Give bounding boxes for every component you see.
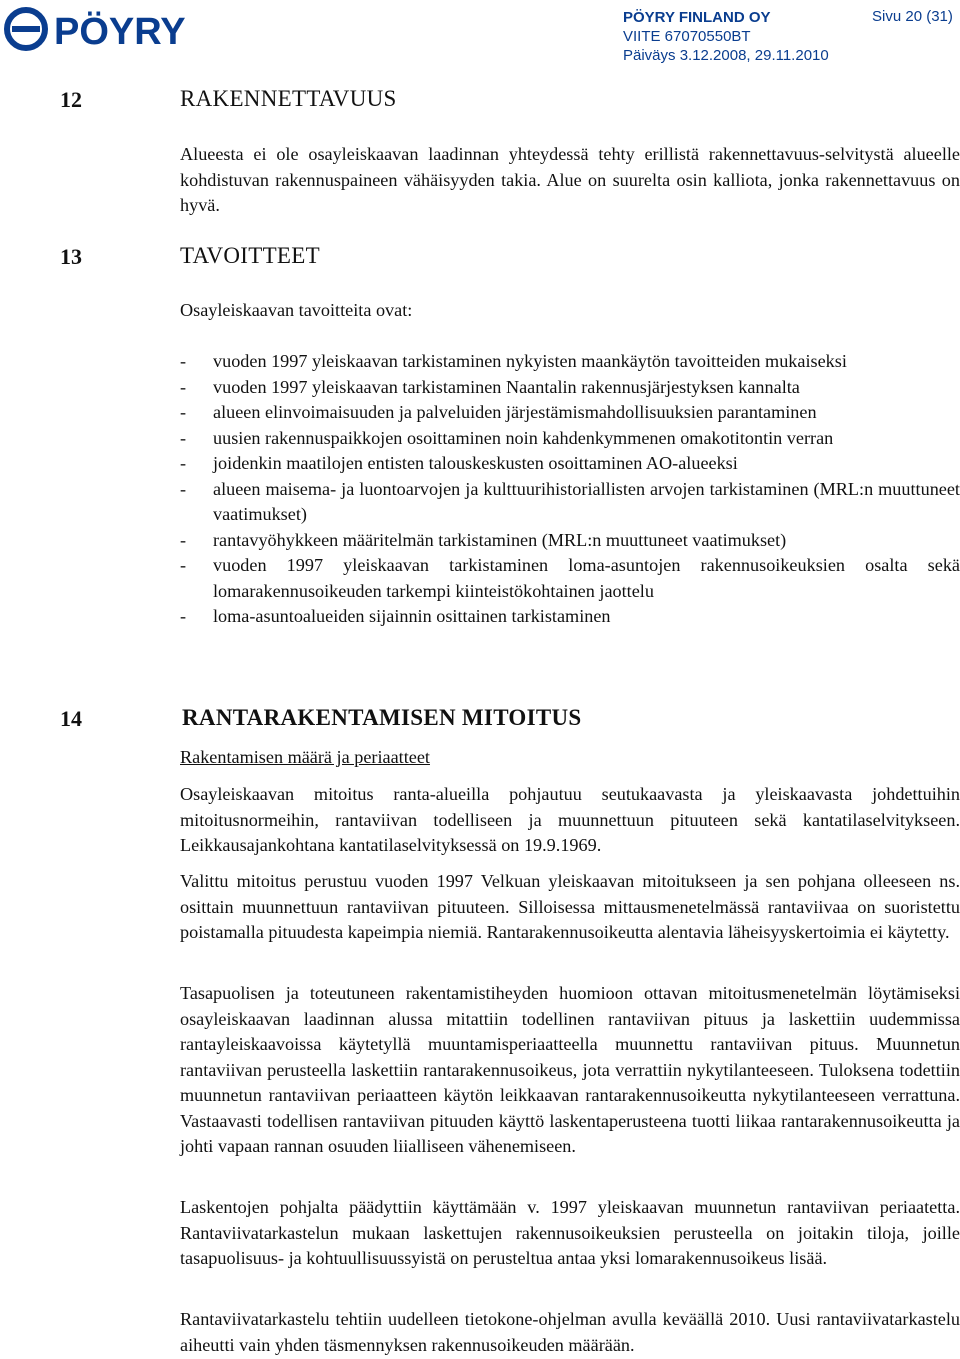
section-12-number: 12 xyxy=(60,87,82,112)
list-item: - vuoden 1997 yleiskaavan tarkistaminen nykyisten maankäytön tavoitteiden mukaiseksi xyxy=(180,351,847,371)
section-12-paragraph: Alueesta ei ole osayleiskaavan laadinnan yhteydessä tehty erillistä rakennettavuus-selvitystä alueelle kohdistuvan rakennuspaineen vähäisyyden takia. Alue on suurelta osin kalliota, jonka rakennettavuus on hyvä. xyxy=(180,144,960,215)
list-item: - alueen maisema- ja luontoarvojen ja kulttuurihistoriallisten arvojen tarkistaminen (MRL:n muuttuneet vaatimukset) xyxy=(180,478,960,524)
list-item: - rantavyöhykkeen määritelmän tarkistaminen (MRL:n muuttuneet vaatimukset) xyxy=(180,529,787,550)
list-item: - vuoden 1997 yleiskaavan tarkistaminen Naantalin rakennusjärjestyksen kannalta xyxy=(180,376,800,397)
list-item: - loma-asuntoalueiden sijainnin osittainen tarkistaminen xyxy=(180,606,611,626)
company-name: PÖYRY FINLAND OY xyxy=(623,9,771,26)
section-14-number: 14 xyxy=(60,706,82,731)
company-block xyxy=(623,8,829,65)
section-14-paragraph-4: Laskentojen pohjalta päädyttiin käyttämään v. 1997 yleiskaavan muunnetun rantaviivan periaatetta. Rantaviivatarkastelun mukaan laskettujen rakennusoikeuksien perusteella on joitakin tiloja, joille tasapuolisuus- ja kohtuullisuussyistä on perusteltua antaa yksi lomarakennusoikeus lisää. xyxy=(180,1197,960,1268)
section-12-title: RAKENNETTAVUUS xyxy=(180,86,397,111)
list-item: - joidenkin maatilojen entisten talouskeskusten osoittaminen AO-alueeksi xyxy=(180,453,738,473)
list-item: - alueen elinvoimaisuuden ja palveluiden järjestämismahdollisuuksien parantaminen xyxy=(180,402,817,422)
logo-text: PÖYRY xyxy=(54,11,186,52)
document-date: Päiväys 3.12.2008, 29.11.2010 xyxy=(623,47,829,64)
section-13-intro: Osayleiskaavan tavoitteita ovat: xyxy=(180,300,413,320)
section-14-paragraph-1: Osayleiskaavan mitoitus ranta-alueilla pohjautuu seutukaavasta ja yleiskaavasta johdettuihin mitoitusnormeihin, rantaviivan todelliseen ja muunnettuun pituuteen sekä kantatilaselvitykseen. Leikkausajankohtana kantatilaselvityksessä on 19.9.1969. xyxy=(180,784,960,855)
page-header xyxy=(0,0,960,70)
page-number: Sivu 20 (31) xyxy=(872,8,953,25)
section-13-title: TAVOITTEET xyxy=(180,243,320,268)
section-14-paragraph-2: Valittu mitoitus perustuu vuoden 1997 Velkuan yleiskaavan mitoitukseen ja sen pohjana olleeseen ns. osittain muunnettuun rantaviivan pituuteen. Silloisessa mittausmenetelmässä rantaviivaa on suoristettu poistamalla pituudesta kapeimpia niemiä. Rantarakennusoikeutta alentavia läheisyyskertoimia ei käytetty. xyxy=(180,871,960,942)
document-id: VIITE 67070550BT xyxy=(623,28,751,45)
poyry-logo xyxy=(4,6,244,52)
section-14-title: RANTARAKENTAMISEN MITOITUS xyxy=(182,705,582,730)
list-item: - vuoden 1997 yleiskaavan tarkistaminen loma-asuntojen rakennusoikeuksien osalta sekä lomarakennusoikeuden tarkempi kiinteistökohtainen jaottelu xyxy=(180,555,960,601)
section-14-paragraph-5: Rantaviivatarkastelu tehtiin uudelleen tietokone-ohjelman avulla keväällä 2010. Uusi rantaviivatarkastelu aiheutti vain yhden täsmennyksen rakennusoikeuden määrään. xyxy=(180,1309,960,1355)
section-14-subtitle: Rakentamisen määrä ja periaatteet xyxy=(180,747,430,767)
section-14-paragraph-3: Tasapuolisen ja toteutuneen rakentamistiheyden huomioon ottavan mitoitusmenetelmän löytämiseksi osayleiskaavan laadinnan alussa mitattiin todellinen rantaviivan pituus ja laskettiin uudemmissa rantayleiskaavoissa käytetyllä muuntamisperiaatteella muunnettu rantaviivan pituus. Muunnetun rantaviivan perusteella laskettiin rantarakennusoikeus, jota verrattiin nykytilanteeseen. Tuloksena todettiin muunnetun rantaviivan periaatteen käytön leikkaavan rantarakennusoikeutta nykytilanteeseen verrattuna. Vastaavasti todellisen rantaviivan pituuden käyttö laskentaperusteena tuotti liikaa rantarakennusoikeutta ja johti vapaan rannan osuuden liialliseen vähenemiseen. xyxy=(180,983,960,1156)
list-item: - uusien rakennuspaikkojen osoittaminen noin kahdenkymmenen omakotitontin verran xyxy=(180,427,834,448)
goals-list xyxy=(180,349,960,630)
section-13-number: 13 xyxy=(60,244,82,269)
